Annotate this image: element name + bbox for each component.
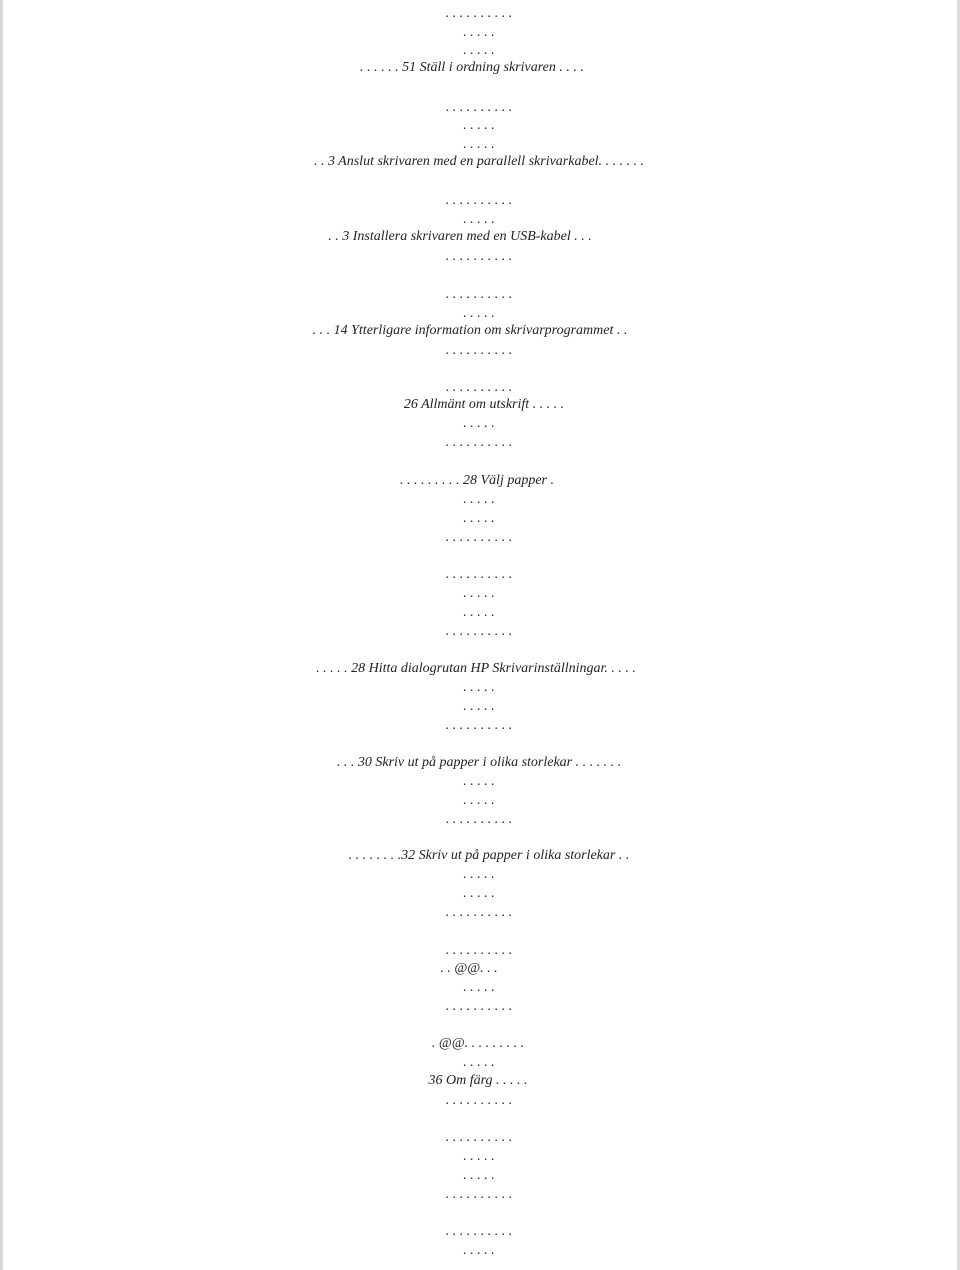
toc-line: . . . . . . . . . . bbox=[445, 718, 513, 733]
toc-line: . . . . . bbox=[463, 1168, 495, 1183]
toc-line: . . . . . . . . . . bbox=[445, 943, 513, 958]
toc-line: . . . . . bbox=[463, 1243, 495, 1258]
toc-line: . . . . . . . . . . bbox=[445, 530, 513, 545]
toc-line: . . . . . bbox=[463, 586, 495, 601]
toc-line: . . . . . bbox=[463, 25, 495, 40]
toc-line: . . . . . . . . . . bbox=[445, 435, 513, 450]
toc-line: . . . . . . . . . . bbox=[445, 1093, 513, 1108]
toc-line: . . 3 Anslut skrivaren med en parallell skrivarkabel. . . . . . . bbox=[313, 154, 645, 169]
toc-line: . . . . . bbox=[463, 492, 495, 507]
toc-line: . . . . . bbox=[463, 118, 495, 133]
toc-line: . . . . . bbox=[463, 980, 495, 995]
toc-line: . . . . . bbox=[463, 867, 495, 882]
toc-line: . . . . . . . . . . bbox=[445, 812, 513, 827]
toc-line: . @@. . . . . . . . . bbox=[431, 1036, 525, 1051]
toc-line: . . . . . 28 Hitta dialogrutan HP Skrivarinställningar. . . . . bbox=[316, 661, 636, 676]
toc-line: . . . . . bbox=[463, 416, 495, 431]
toc-line: . . . . . . . . . . bbox=[445, 567, 513, 582]
page-left-edge bbox=[0, 0, 3, 1270]
toc-line: . . . . . . . . . . bbox=[445, 624, 513, 639]
toc-line: . . . . . bbox=[463, 793, 495, 808]
toc-line: . . . . . . . .32 Skriv ut på papper i olika storlekar . . bbox=[348, 848, 630, 863]
toc-line: . . . . . . . . . . bbox=[445, 380, 513, 395]
toc-line: . . . 14 Ytterligare information om skrivarprogrammet . . bbox=[312, 323, 628, 338]
toc-line: . . . . . . . . . . bbox=[445, 1224, 513, 1239]
toc-line: . . . . . . . . . . bbox=[445, 100, 513, 115]
toc-line: . . . . . . . . . 28 Välj papper . bbox=[400, 473, 554, 488]
toc-line: . . . . . bbox=[463, 43, 495, 58]
toc-line: . . @@. . . bbox=[440, 961, 498, 976]
toc-line: . . . . . bbox=[463, 1055, 495, 1070]
toc-line: . . . . . bbox=[463, 1149, 495, 1164]
toc-line: . . . . . . . . . . bbox=[445, 1187, 513, 1202]
toc-line: . . . . . bbox=[463, 511, 495, 526]
toc-line: . . . 30 Skriv ut på papper i olika storlekar . . . . . . . bbox=[336, 755, 622, 770]
toc-line: . . . . . . . . . . bbox=[445, 193, 513, 208]
toc-line: . . . . . bbox=[463, 306, 495, 321]
toc-line: . . . . . bbox=[463, 137, 495, 152]
toc-line: . . . . . . . . . . bbox=[445, 249, 513, 264]
toc-line: 26 Allmänt om utskrift . . . . . bbox=[403, 397, 565, 412]
toc-line: 36 Om färg . . . . . bbox=[428, 1073, 528, 1088]
toc-line: . . . . . . . . . . bbox=[445, 343, 513, 358]
toc-line: . . . . . . . . . . bbox=[445, 6, 513, 21]
toc-line: . . . . . . . . . . bbox=[445, 1130, 513, 1145]
toc-line: . . . . . . . . . . bbox=[445, 999, 513, 1014]
toc-line: . . . . . bbox=[463, 680, 495, 695]
toc-line: . . . . . bbox=[463, 605, 495, 620]
toc-line: . . . . . bbox=[463, 886, 495, 901]
toc-line: . . . . . bbox=[463, 212, 495, 227]
toc-line: . . . . . . 51 Ställ i ordning skrivaren . . . . bbox=[360, 60, 584, 75]
toc-line: . . . . . bbox=[463, 699, 495, 714]
toc-line: . . . . . . . . . . bbox=[445, 287, 513, 302]
toc-line: . . 3 Installera skrivaren med en USB-kabel . . . bbox=[328, 229, 592, 244]
toc-line: . . . . . . . . . . bbox=[445, 905, 513, 920]
toc-line: . . . . . bbox=[463, 774, 495, 789]
